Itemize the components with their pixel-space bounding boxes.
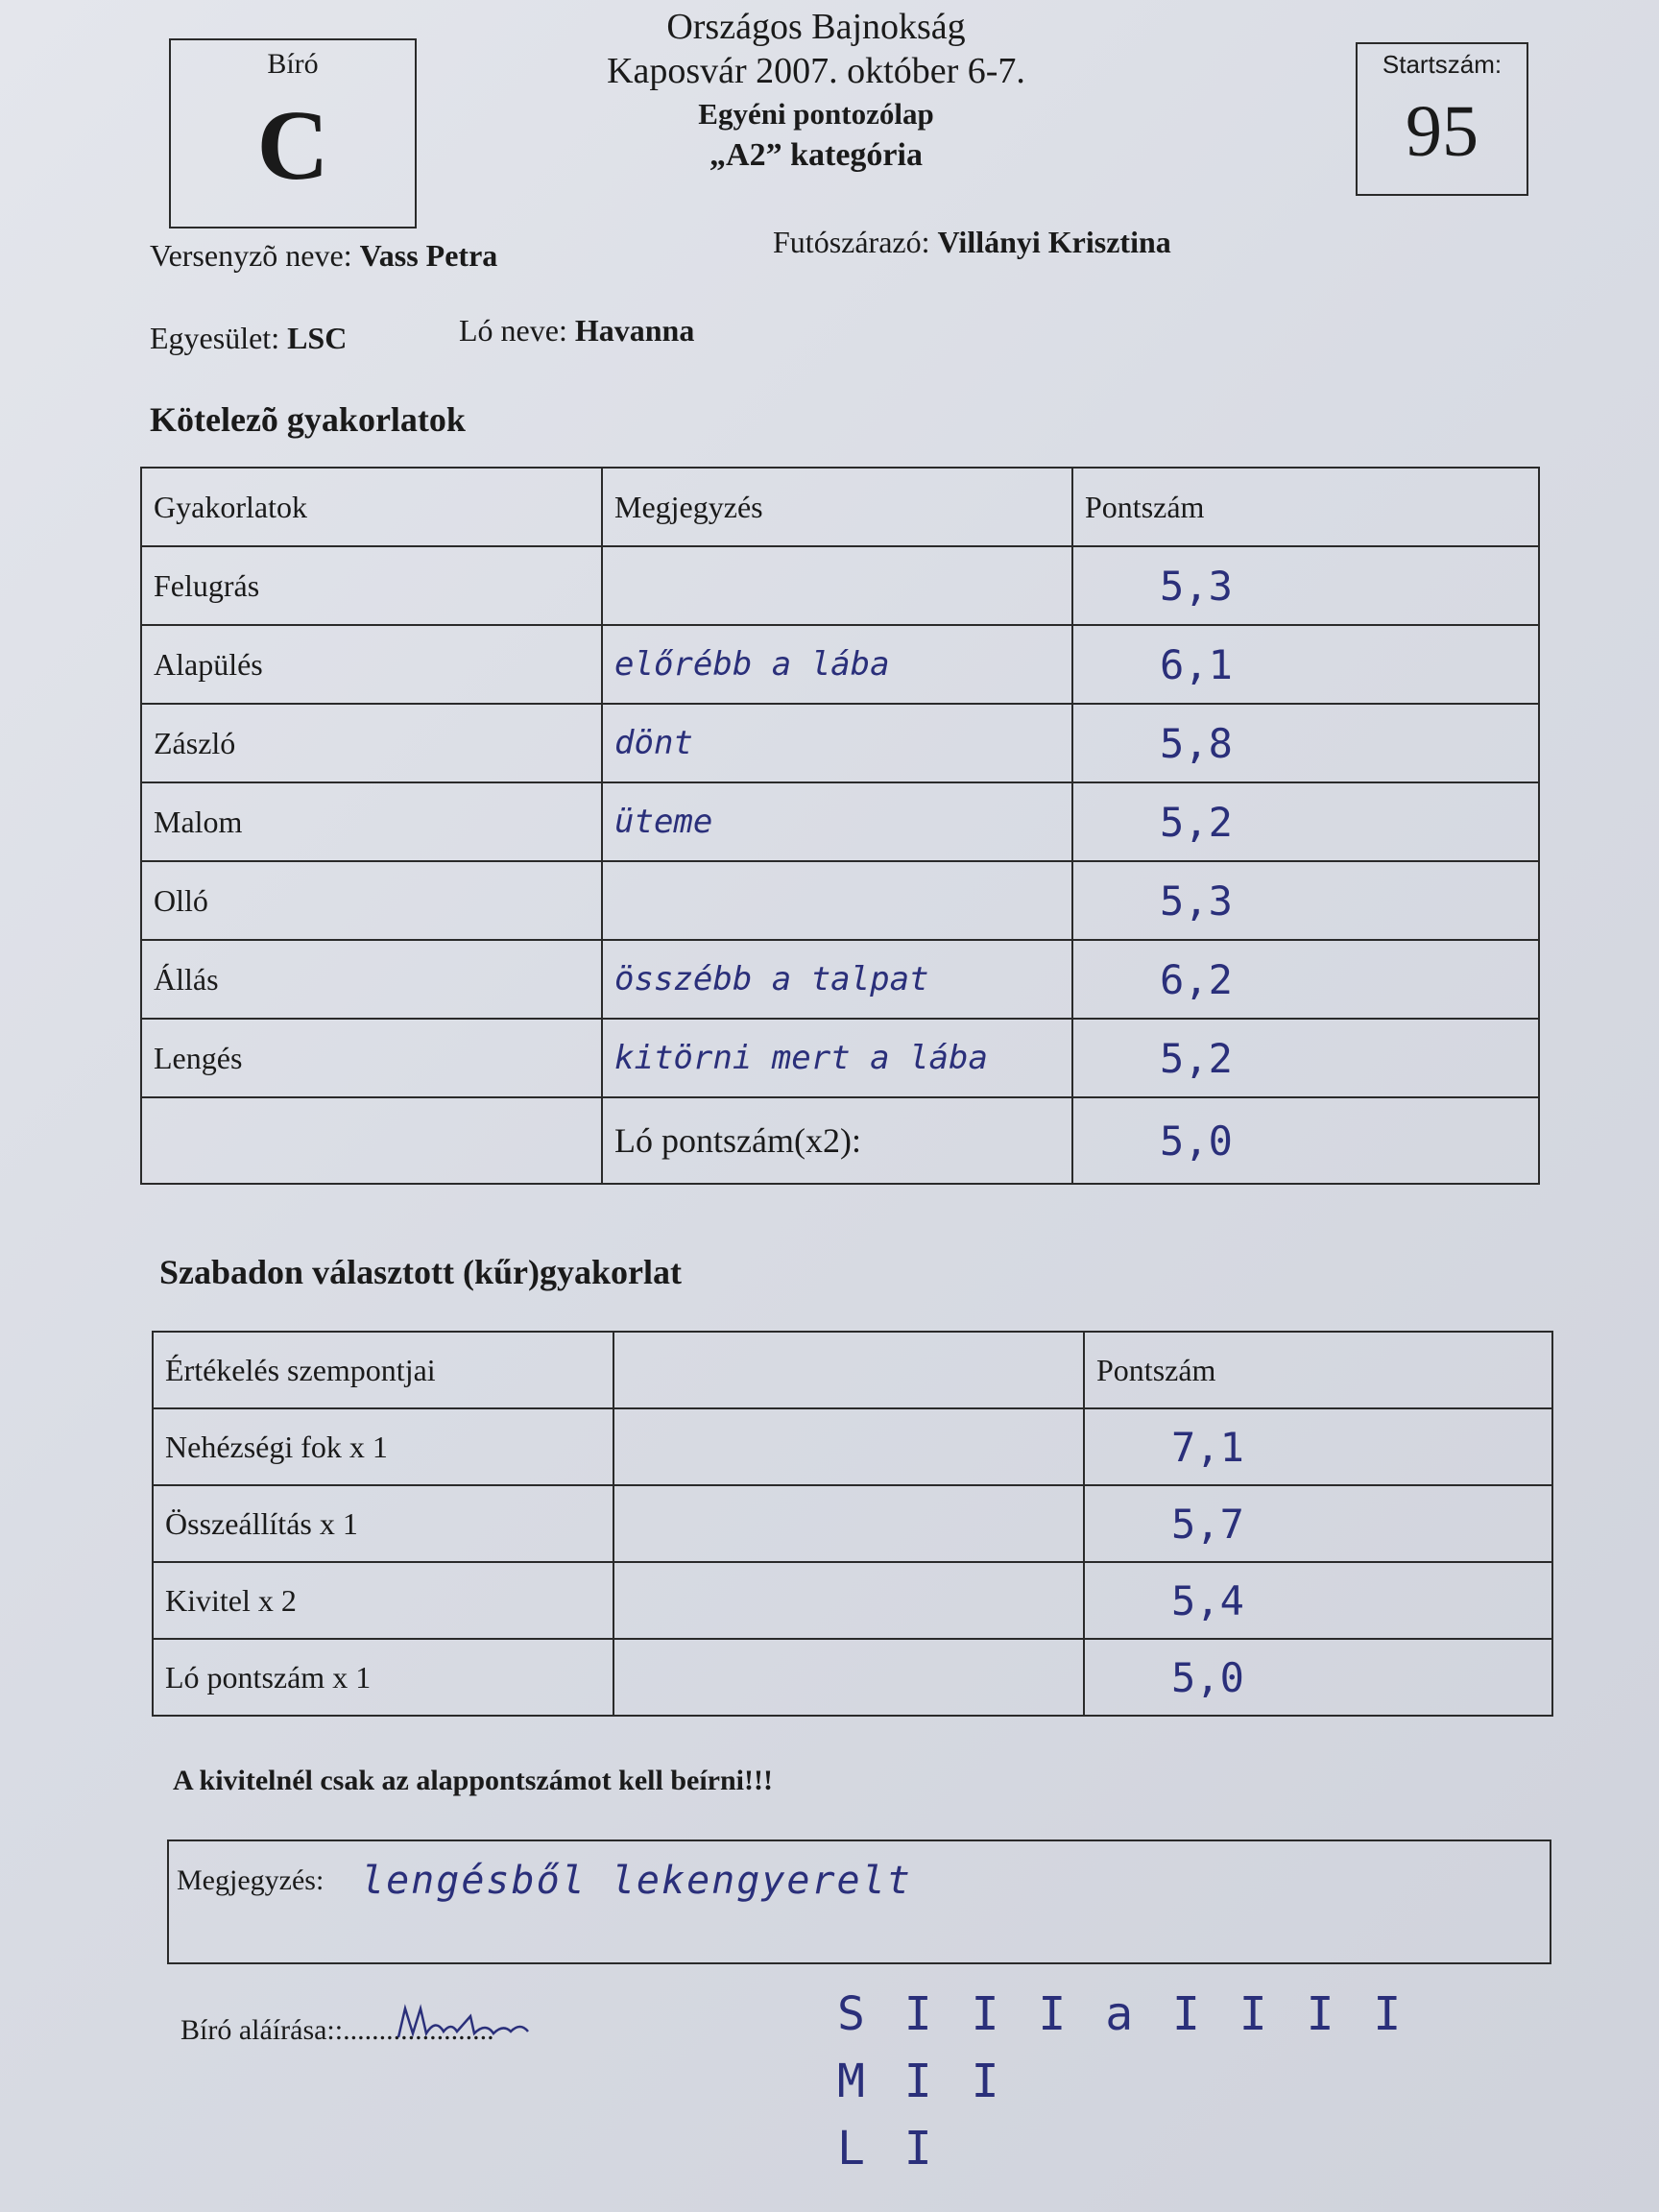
empty-cell: [613, 1639, 1084, 1716]
exercise-name: Lengés: [141, 1019, 602, 1097]
horse-score-value[interactable]: 5,0: [1072, 1097, 1539, 1184]
freestyle-heading: Szabadon választott (kűr)gyakorlat: [159, 1253, 683, 1291]
header-cell: Megjegyzés: [602, 468, 1072, 546]
criterion-score[interactable]: 7,1: [1084, 1408, 1552, 1485]
table-row: [153, 1639, 1552, 1716]
exercise-name: Zászló: [141, 704, 602, 782]
title-line-3: Egyéni pontozólap: [698, 97, 934, 131]
competitor-name: Vass Petra: [359, 238, 498, 273]
start-number-box: [1356, 42, 1528, 196]
signature-dots: :.....................: [334, 2014, 494, 2046]
horse-label: Ló neve:: [459, 313, 567, 348]
header-cell: Értékelés szempontjai: [153, 1332, 613, 1408]
exercise-score[interactable]: 5,2: [1072, 782, 1539, 861]
judge-letter: C: [256, 90, 329, 201]
table-header-row: [141, 468, 1539, 546]
exercise-note[interactable]: üteme: [602, 782, 1072, 861]
criterion-name: Nehézségi fok x 1: [153, 1408, 613, 1485]
exercise-score[interactable]: 5,3: [1072, 861, 1539, 940]
exercise-name: Alapülés: [141, 625, 602, 704]
empty-cell: [141, 1097, 602, 1184]
tally-line-1: S I I I a I I I I: [837, 1987, 1407, 2041]
empty-cell: [613, 1562, 1084, 1639]
table-row: [141, 940, 1539, 1019]
judge-label: Bíró: [267, 48, 319, 80]
exercise-score[interactable]: 5,8: [1072, 704, 1539, 782]
title-line-4: „A2” kategória: [709, 137, 923, 173]
criterion-score[interactable]: 5,0: [1084, 1639, 1552, 1716]
criterion-score[interactable]: 5,7: [1084, 1485, 1552, 1562]
remark-value[interactable]: lengésből lekengyerelt: [361, 1859, 912, 1903]
horse-row: [459, 313, 694, 349]
table-row: [141, 546, 1539, 625]
club-row: [150, 321, 347, 356]
signature-label: Bíró aláírása:: [180, 2014, 335, 2046]
table-row: [141, 704, 1539, 782]
freestyle-table: [152, 1331, 1553, 1717]
criterion-name: Összeállítás x 1: [153, 1485, 613, 1562]
exercise-name: Állás: [141, 940, 602, 1019]
exercise-score[interactable]: 6,2: [1072, 940, 1539, 1019]
exercise-note[interactable]: [602, 546, 1072, 625]
table-row: [141, 861, 1539, 940]
exercise-name: Olló: [141, 861, 602, 940]
exercise-name: Felugrás: [141, 546, 602, 625]
lunger-row: [773, 225, 1171, 260]
criterion-name: Kivitel x 2: [153, 1562, 613, 1639]
tally-line-2: M I I: [837, 2055, 1005, 2108]
tally-line-3: L I: [837, 2122, 938, 2176]
table-row: [141, 782, 1539, 861]
title-line-2: Kaposvár 2007. október 6-7.: [607, 51, 1025, 91]
criterion-name: Ló pontszám x 1: [153, 1639, 613, 1716]
exercise-score[interactable]: 6,1: [1072, 625, 1539, 704]
header-cell: [613, 1332, 1084, 1408]
notice-text: A kivitelnél csak az alappontszámot kell beírni!!!: [173, 1765, 773, 1796]
title-line-1: Országos Bajnokság: [666, 7, 966, 47]
exercise-name: Malom: [141, 782, 602, 861]
start-number: 95: [1406, 91, 1479, 172]
remark-label: Megjegyzés:: [177, 1864, 325, 1896]
table-row: [141, 625, 1539, 704]
judge-box: [169, 38, 417, 228]
table-header-row: [153, 1332, 1552, 1408]
start-label: Startszám:: [1382, 50, 1503, 79]
table-row: [153, 1562, 1552, 1639]
empty-cell: [613, 1485, 1084, 1562]
judge-signature: [394, 1999, 547, 2047]
compulsory-table: [140, 467, 1540, 1185]
exercise-note[interactable]: [602, 861, 1072, 940]
table-row: [141, 1019, 1539, 1097]
remark-box: [167, 1839, 1551, 1964]
club-name: LSC: [287, 321, 348, 355]
compulsory-heading: Kötelezõ gyakorlatok: [150, 400, 466, 439]
empty-cell: [613, 1408, 1084, 1485]
exercise-score[interactable]: 5,2: [1072, 1019, 1539, 1097]
header-cell: Pontszám: [1072, 468, 1539, 546]
criterion-score[interactable]: 5,4: [1084, 1562, 1552, 1639]
header-cell: Gyakorlatok: [141, 468, 602, 546]
competitor-row: [150, 238, 497, 274]
horse-score-row: [141, 1097, 1539, 1184]
horse-score-label: Ló pontszám(x2):: [602, 1097, 1072, 1184]
horse-name: Havanna: [574, 313, 695, 348]
lunger-name: Villányi Krisztina: [937, 225, 1171, 259]
exercise-score[interactable]: 5,3: [1072, 546, 1539, 625]
exercise-note[interactable]: kitörni mert a lába: [602, 1019, 1072, 1097]
exercise-note[interactable]: dönt: [602, 704, 1072, 782]
table-row: [153, 1408, 1552, 1485]
table-row: [153, 1485, 1552, 1562]
club-label: Egyesület:: [150, 321, 280, 355]
exercise-note[interactable]: előrébb a lába: [602, 625, 1072, 704]
exercise-note[interactable]: összébb a talpat: [602, 940, 1072, 1019]
competitor-label: Versenyzõ neve:: [150, 238, 352, 273]
page-title: [480, 6, 1152, 177]
header-cell: Pontszám: [1084, 1332, 1552, 1408]
lunger-label: Futószárazó:: [773, 225, 930, 259]
